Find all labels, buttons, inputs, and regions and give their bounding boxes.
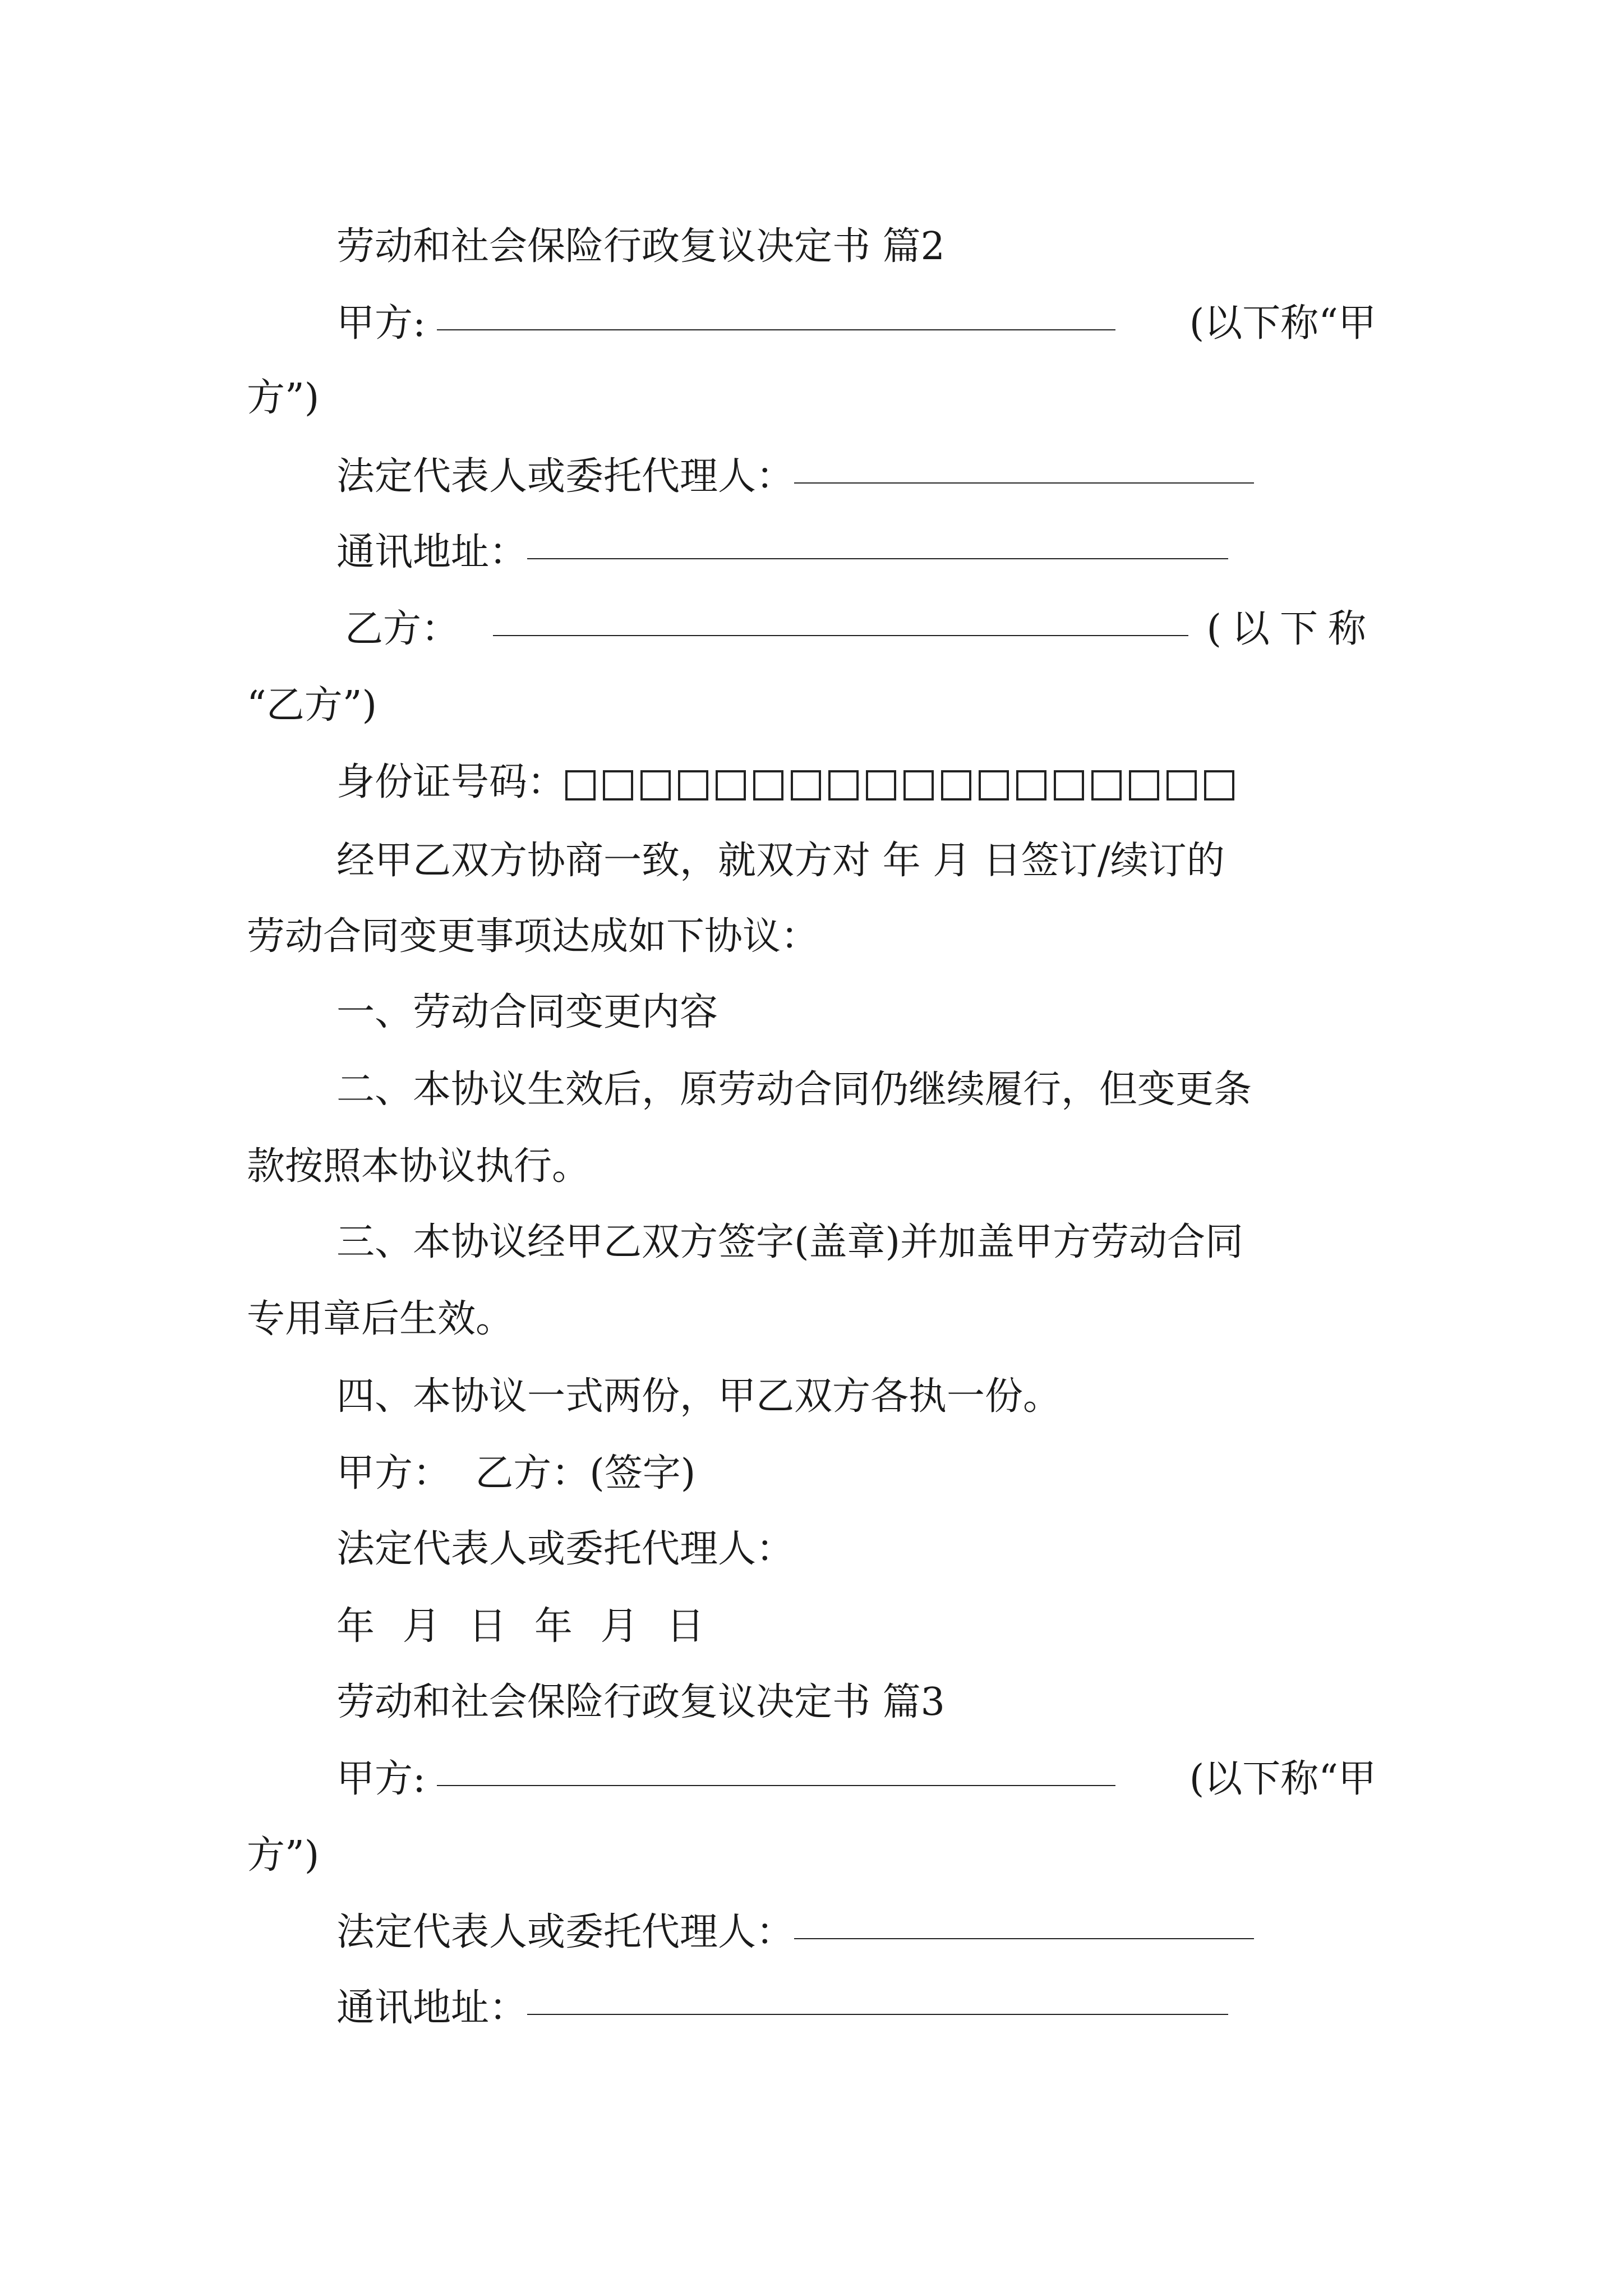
rep-blank[interactable] <box>794 449 1254 484</box>
party-b-suffix-cont: “乙方”) <box>247 683 377 728</box>
id-digit-box[interactable] <box>1204 770 1234 800</box>
id-digit-box[interactable] <box>791 770 821 800</box>
rep-line-3 <box>336 1904 1254 1961</box>
id-digit-box[interactable] <box>941 770 971 800</box>
intro-line-2: 劳动合同变更事项达成如下协议： <box>247 914 819 959</box>
id-digit-box[interactable] <box>640 770 671 800</box>
rep-label: 法定代表人或委托代理人： <box>336 454 795 499</box>
id-digit-box[interactable] <box>1129 770 1159 800</box>
rep-blank[interactable] <box>794 1904 1254 1939</box>
id-number-line <box>336 754 1234 811</box>
party-b-suffix: (以下称 <box>1206 607 1376 651</box>
id-number-boxes[interactable] <box>565 770 1234 800</box>
signature-rep: 法定代表人或委托代理人： <box>336 1527 795 1571</box>
clause-2-line-1: 二、本协议生效后，原劳动合同仍继续履行，但变更条 <box>336 1068 1252 1112</box>
address-line-2 <box>336 524 1228 581</box>
id-digit-box[interactable] <box>828 770 859 800</box>
address-blank[interactable] <box>527 1980 1228 2015</box>
section-heading-2: 劳动和社会保险行政复议决定书 篇2 <box>336 224 945 269</box>
id-digit-box[interactable] <box>716 770 746 800</box>
party-b-blank[interactable] <box>493 601 1188 636</box>
clause-1: 一、劳动合同变更内容 <box>336 990 718 1034</box>
id-digit-box[interactable] <box>979 770 1009 800</box>
party-a-suffix: (以下称“甲 <box>1189 1757 1376 1801</box>
party-a-label: 甲方: <box>336 301 426 346</box>
section-heading-3: 劳动和社会保险行政复议决定书 篇3 <box>336 1680 945 1724</box>
intro-line-1: 经甲乙双方协商一致，就双方对 年 月 日签订/续订的 <box>336 839 1225 883</box>
clause-3-line-2: 专用章后生效。 <box>247 1297 514 1341</box>
party-a-line-2 <box>336 296 1376 352</box>
id-digit-box[interactable] <box>678 770 708 800</box>
party-a-label: 甲方: <box>336 1757 426 1801</box>
id-digit-box[interactable] <box>603 770 633 800</box>
id-digit-box[interactable] <box>753 770 783 800</box>
party-a-suffix: (以下称“甲 <box>1189 301 1376 346</box>
signature-parties: 甲方： 乙方：(签字) <box>336 1451 696 1496</box>
id-digit-box[interactable] <box>866 770 896 800</box>
id-digit-box[interactable] <box>1166 770 1197 800</box>
id-digit-box[interactable] <box>565 770 596 800</box>
party-a-suffix-cont: 方”) <box>247 1833 320 1878</box>
clause-4: 四、本协议一式两份，甲乙双方各执一份。 <box>336 1374 1062 1419</box>
id-digit-box[interactable] <box>903 770 934 800</box>
clause-2-line-2: 款按照本协议执行。 <box>247 1144 591 1189</box>
rep-line-2 <box>336 449 1254 505</box>
address-label: 通讯地址： <box>336 1986 528 2030</box>
id-digit-box[interactable] <box>1091 770 1122 800</box>
party-a-blank[interactable] <box>437 296 1115 330</box>
party-a-line-3 <box>336 1751 1376 1807</box>
address-line-3 <box>336 1980 1228 2036</box>
party-a-suffix-cont: 方”) <box>247 376 320 420</box>
party-b-line <box>336 601 1376 657</box>
clause-3-line-1: 三、本协议经甲乙双方签字(盖章)并加盖甲方劳动合同 <box>336 1220 1244 1264</box>
id-number-label: 身份证号码： <box>336 760 566 804</box>
rep-label: 法定代表人或委托代理人： <box>336 1910 795 1954</box>
signature-dates: 年 月 日 年 月 日 <box>336 1604 713 1649</box>
party-a-blank[interactable] <box>437 1751 1115 1786</box>
id-digit-box[interactable] <box>1054 770 1084 800</box>
party-b-label: 乙方： <box>345 607 460 651</box>
id-digit-box[interactable] <box>1016 770 1046 800</box>
address-blank[interactable] <box>527 524 1228 559</box>
address-label: 通讯地址： <box>336 530 528 574</box>
